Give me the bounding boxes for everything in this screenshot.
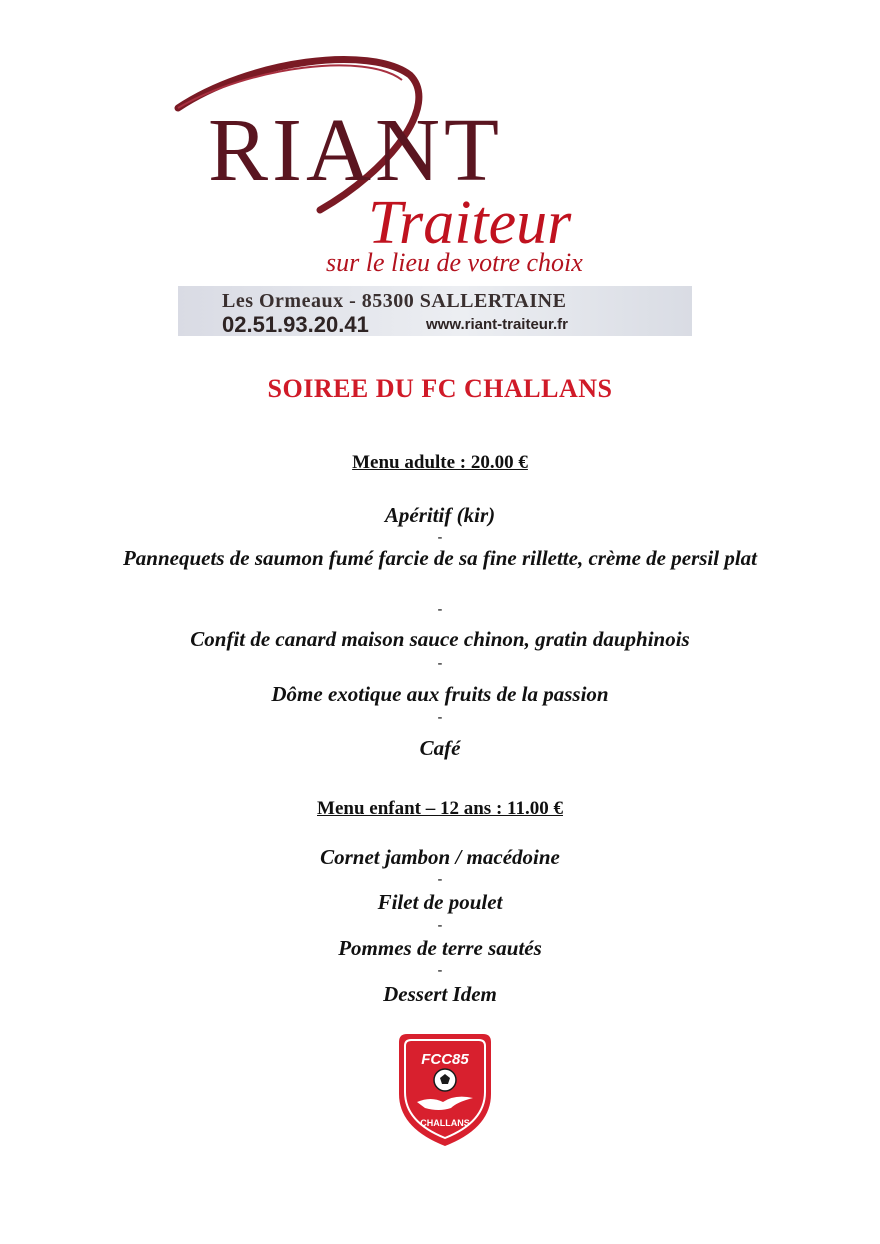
- adult-dish-2: Pannequets de saumon fumé farcie de sa fine rillette, crème de persil plat: [122, 546, 758, 570]
- dish-separator: -: [437, 602, 443, 617]
- address-text: Les Ormeaux - 85300 SALLERTAINE: [222, 290, 567, 312]
- adult-dish-4: Dôme exotique aux fruits de la passion: [271, 682, 609, 706]
- adult-dish-1: Apéritif (kir): [384, 503, 496, 527]
- website-text: www.riant-traiteur.fr: [426, 316, 568, 333]
- caterer-logo: [170, 50, 710, 350]
- adult-menu-heading: Menu adulte : 20.00 €: [352, 452, 528, 473]
- dish-separator: -: [437, 710, 443, 725]
- crest-bottom-text: CHALLANS: [420, 1118, 470, 1128]
- phone-number: 02.51.93.20.41: [222, 312, 369, 337]
- dish-separator: -: [437, 530, 443, 545]
- child-menu-heading: Menu enfant – 12 ans : 11.00 €: [317, 798, 563, 819]
- brand-tagline: sur le lieu de votre choix: [326, 248, 583, 277]
- dish-separator: -: [437, 918, 443, 933]
- dish-separator: -: [437, 963, 443, 978]
- child-dish-4: Dessert Idem: [383, 982, 497, 1006]
- child-dish-3: Pommes de terre sautés: [338, 936, 542, 960]
- dish-separator: -: [437, 656, 443, 671]
- event-title: SOIREE DU FC CHALLANS: [267, 374, 613, 403]
- club-crest-logo: [395, 1028, 495, 1150]
- dish-separator: -: [437, 872, 443, 887]
- brand-name: RIANT: [208, 101, 503, 200]
- adult-dish-5: Café: [419, 736, 461, 760]
- child-dish-1: Cornet jambon / macédoine: [320, 845, 560, 869]
- child-dish-2: Filet de poulet: [377, 890, 503, 914]
- crest-top-text: FCC85: [421, 1051, 469, 1068]
- brand-subtitle: Traiteur: [368, 189, 572, 257]
- adult-dish-3: Confit de canard maison sauce chinon, gratin dauphinois: [190, 627, 690, 651]
